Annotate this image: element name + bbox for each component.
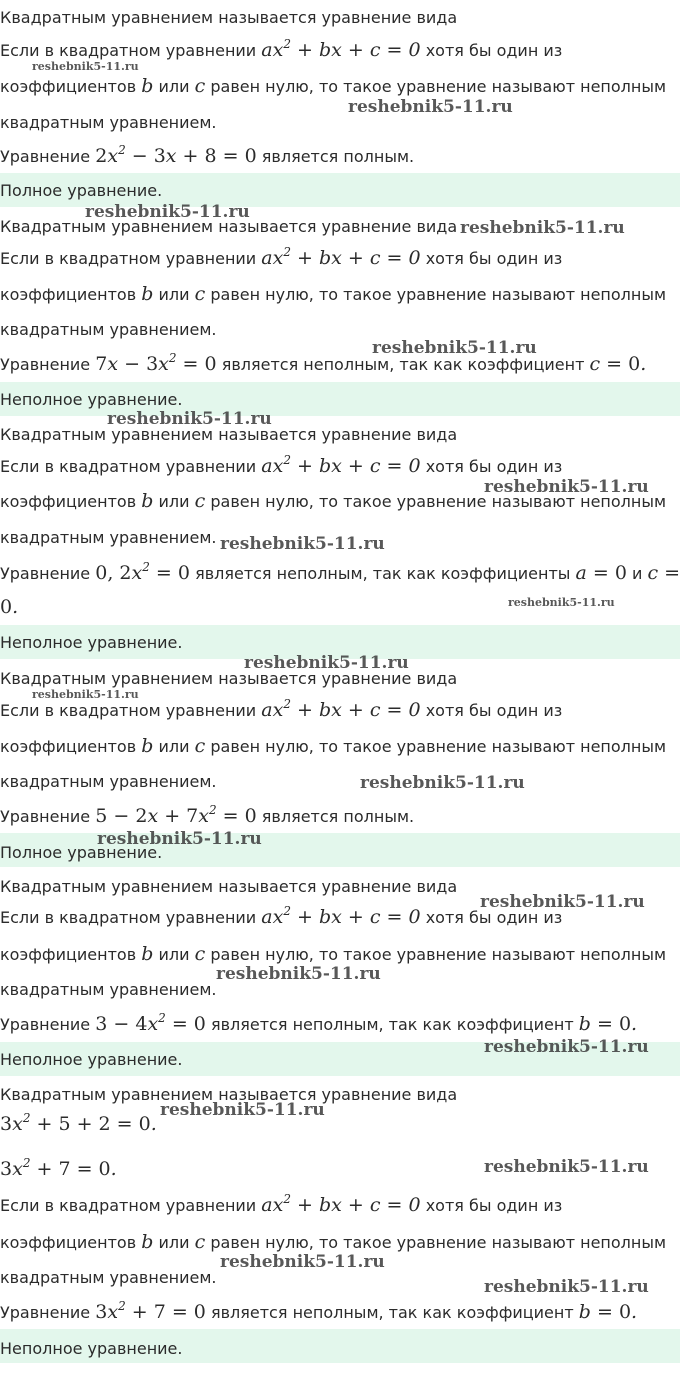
watermark: reshebnik5-11.ru <box>160 1100 325 1120</box>
equation-3: 0, $2x^2 = 0$ <box>95 560 190 584</box>
equation-line-4: Уравнение $5 - 2x + 7x^2 = 0$ является полным. <box>0 803 415 827</box>
definition-condition: Если в квадратном уравнении $ax^2$ + bx + c = 0 хотя бы один из <box>0 37 563 61</box>
watermark: reshebnik5-11.ru <box>85 202 250 222</box>
watermark: reshebnik5-11.ru <box>107 409 272 429</box>
equation-2: $7x - 3x^2 = 0$ <box>95 351 217 375</box>
watermark: reshebnik5-11.ru <box>484 477 649 497</box>
definition-coefficients: коэффициентов b или c равен нулю, то такое уравнение называют неполным <box>0 283 667 305</box>
step-1: $3x^2 + 5 + 2 = 0$. <box>0 1111 157 1135</box>
definition-coefficients: коэффициентов b или c равен нулю, то такое уравнение называют неполным <box>0 75 667 97</box>
equation-line-5: Уравнение $3 - 4x^2 = 0$ является неполным, так как коэффициент b = 0. <box>0 1011 638 1035</box>
answer-1: Полное уравнение. <box>0 181 163 200</box>
watermark: reshebnik5-11.ru <box>244 653 409 673</box>
watermark: reshebnik5-11.ru <box>216 964 381 984</box>
watermark: reshebnik5-11.ru <box>484 1157 649 1177</box>
equation-6: $3x^2 + 7 = 0$ <box>95 1299 206 1323</box>
general-equation: $ax^2$ + bx + c = 0 <box>261 245 421 269</box>
watermark: reshebnik5-11.ru <box>480 892 645 912</box>
definition-incomplete: квадратным уравнением. <box>0 528 217 547</box>
equation-tail-3: 0. <box>0 596 19 618</box>
watermark: reshebnik5-11.ru <box>220 1252 385 1272</box>
answer-4: Полное уравнение. <box>0 843 163 862</box>
watermark: reshebnik5-11.ru <box>32 60 139 73</box>
answer-6: Неполное уравнение. <box>0 1339 183 1358</box>
equation-4: $5 - 2x + 7x^2 = 0$ <box>95 803 257 827</box>
definition-incomplete: квадратным уравнением. <box>0 1268 217 1287</box>
watermark: reshebnik5-11.ru <box>372 338 537 358</box>
general-equation: $ax^2$ + bx + c = 0 <box>261 453 421 477</box>
definition-coefficients: коэффициентов b или c равен нулю, то такое уравнение называют неполным <box>0 735 667 757</box>
answer-band-6 <box>0 1329 680 1363</box>
equation-line-6: Уравнение $3x^2 + 7 = 0$ является неполным, так как коэффициент b = 0. <box>0 1299 638 1323</box>
equation-5: $3 - 4x^2 = 0$ <box>95 1011 206 1035</box>
definition-incomplete: квадратным уравнением. <box>0 980 217 999</box>
watermark: reshebnik5-11.ru <box>360 773 525 793</box>
definition-incomplete: квадратным уравнением. <box>0 113 217 132</box>
general-equation: $ax^2$ + bx + c = 0 <box>261 1192 421 1216</box>
watermark: reshebnik5-11.ru <box>484 1037 649 1057</box>
step-2: $3x^2 + 7 = 0$. <box>0 1156 117 1180</box>
answer-5: Неполное уравнение. <box>0 1050 183 1069</box>
definition-intro: Квадратным уравнением называется уравнение вида <box>0 1085 458 1104</box>
watermark: reshebnik5-11.ru <box>508 596 615 609</box>
watermark: reshebnik5-11.ru <box>32 688 139 701</box>
answer-3: Неполное уравнение. <box>0 633 183 652</box>
definition-intro: Квадратным уравнением называется уравнение вида <box>0 669 458 688</box>
definition-condition: Если в квадратном уравнении $ax^2$ + bx + c = 0 хотя бы один из <box>0 453 563 477</box>
definition-intro: Квадратным уравнением называется уравнение вида <box>0 8 458 27</box>
general-equation: $ax^2$ + bx + c = 0 <box>261 37 421 61</box>
equation-1: $2x^2 - 3x + 8 = 0$ <box>95 143 257 167</box>
definition-condition: Если в квадратном уравнении $ax^2$ + bx + c = 0 хотя бы один из <box>0 245 563 269</box>
equation-line-2: Уравнение $7x - 3x^2 = 0$ является неполным, так как коэффициент c = 0. <box>0 351 647 375</box>
definition-intro: Квадратным уравнением называется уравнение вида <box>0 425 458 444</box>
definition-intro: Квадратным уравнением называется уравнение вида <box>0 877 458 896</box>
watermark: reshebnik5-11.ru <box>97 829 262 849</box>
equation-line-3: Уравнение 0, $2x^2 = 0$ является неполным, так как коэффициенты a = 0 и c = <box>0 560 680 584</box>
definition-coefficients: коэффициентов b или c равен нулю, то такое уравнение называют неполным <box>0 1231 667 1253</box>
general-equation: $ax^2$ + bx + c = 0 <box>261 904 421 928</box>
definition-intro: Квадратным уравнением называется уравнение вида <box>0 217 458 236</box>
answer-2: Неполное уравнение. <box>0 390 183 409</box>
definition-condition: Если в квадратном уравнении $ax^2$ + bx + c = 0 хотя бы один из <box>0 697 563 721</box>
definition-incomplete: квадратным уравнением. <box>0 772 217 791</box>
definition-condition: Если в квадратном уравнении $ax^2$ + bx + c = 0 хотя бы один из <box>0 1192 563 1216</box>
equation-line-1: Уравнение $2x^2 - 3x + 8 = 0$ является полным. <box>0 143 415 167</box>
watermark: reshebnik5-11.ru <box>348 97 513 117</box>
definition-incomplete: квадратным уравнением. <box>0 320 217 339</box>
watermark: reshebnik5-11.ru <box>484 1277 649 1297</box>
watermark: reshebnik5-11.ru <box>460 218 625 238</box>
definition-condition: Если в квадратном уравнении $ax^2$ + bx + c = 0 хотя бы один из <box>0 904 563 928</box>
definition-coefficients: коэффициентов b или c равен нулю, то такое уравнение называют неполным <box>0 490 667 512</box>
general-equation: $ax^2$ + bx + c = 0 <box>261 697 421 721</box>
watermark: reshebnik5-11.ru <box>220 534 385 554</box>
definition-coefficients: коэффициентов b или c равен нулю, то такое уравнение называют неполным <box>0 943 667 965</box>
answer-band-2 <box>0 382 680 416</box>
